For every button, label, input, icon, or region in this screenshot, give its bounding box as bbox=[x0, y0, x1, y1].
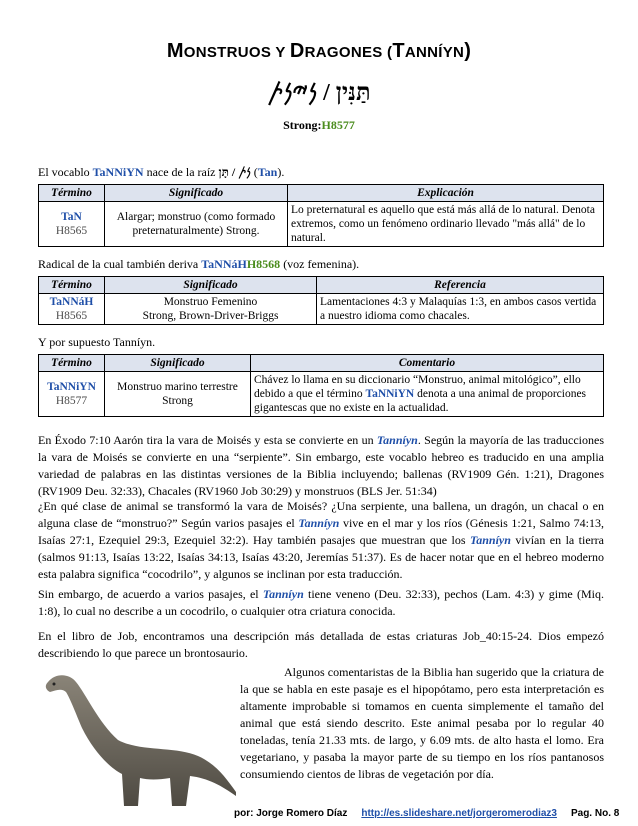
strong-reference: Strong:H8577 bbox=[283, 118, 355, 132]
table-header: Significado bbox=[105, 355, 251, 372]
page-title: MONSTRUOS Y DRAGONES (TANNÍYN) bbox=[166, 40, 472, 62]
paragraph-hipopotamo: Algunos comentaristas de la Biblia han sugerido que la criatura de la que se habla en este pasaje es el hipopótamo, pero esta interpretación es altamente improbable si tomamos en cuenta simplemente el tamaño del animal que está siendo descrito. Este animal pesaba por lo regular 40 toneladas, tenía 21.33 mts. de largo, y 6.09 mts. de alto hasta el lomo. Era vegetariano, y pasaba la mayor parte de su tiempo en los ríos pantanosos consumiendo cientos de libras de vegetación por día. bbox=[240, 665, 604, 781]
page-number: Pag. No. 8 bbox=[570, 808, 620, 819]
table-tan bbox=[38, 184, 604, 247]
table-header: Significado bbox=[105, 277, 317, 294]
footer-link[interactable]: http://es.slideshare.net/jorgeromerodiaz3 bbox=[361, 808, 557, 819]
page-footer bbox=[234, 808, 619, 819]
table-header: Término bbox=[39, 185, 105, 202]
table-row: TaNNiYN H8577 Monstruo marino terrestre Strong Chávez lo llama en su diccionario “Monstruo, animal mitológico”, ello debido a que el término TaNNiYN denota a una animal de proporciones gigantescas que no existe en la actualidad. bbox=[39, 372, 604, 417]
table-header: Referencia bbox=[317, 277, 604, 294]
table-header: Comentario bbox=[251, 355, 604, 372]
radical-text: Radical de la cual también deriva TaNNáHH8568 (voz femenina). bbox=[38, 257, 360, 271]
table-tanniyn bbox=[38, 354, 604, 417]
table-row: TaNNáH H8565 Monstruo Femenino Strong, Brown-Driver-Briggs Lamentaciones 4:3 y Malaquías 1:3, en ambos casos vertida a nuestro idioma como chacales. bbox=[39, 294, 604, 325]
table-header: Explicación bbox=[288, 185, 604, 202]
paragraph-exodo: En Éxodo 7:10 Aarón tira la vara de Moisés y esta se convierte en un Tanníyn. Según la mayoría de las traducciones la vara de Moisés se convierte en una “serpiente”. Sin embargo, este vocablo hebreo es traducido en una amplia variedad de palabras en las distintas versiones de la Biblia incluyendo; ballenas (RV1909 Gén. 1:21), Dragones (RV1909 Deu. 32:33), Chacales (RV1960 Job 30:29) y monstruos (BLS Jer. 51:34) bbox=[38, 433, 604, 498]
paragraph-question: ¿En qué clase de animal se transformó la vara de Moisés? ¿Una serpiente, una ballena, un dragón, un chacal o en alguna clase de “monstruo?” Según varios pasajes el Tanníyn vive en el mar y los ríos (Génesis 1:21, Salmo 74:13, Isaías 27:1, Ezequiel 29:3, Ezequiel 32:2). Hay también pasajes que muestran que los Tanníyn vivían en la tierra (salmos 91:13, Isaías 13:22, Isaías 34:13, Isaías 43:20, Jeremías 51:37). Es de hacer notar que en el hebreo moderno esta palabra significa “cocodrilo”, y algunos se inclinan por esta traducción. bbox=[38, 499, 604, 581]
paragraph-job: En el libro de Job, encontramos una descripción más detallada de estas criaturas Job_40:15-24. Dios empezó describiendo lo que parece un brontosaurio. bbox=[38, 629, 604, 660]
table-header: Significado bbox=[105, 185, 288, 202]
supuesto-text: Y por supuesto Tanníyn. bbox=[38, 335, 156, 349]
intro-text: El vocablo TaNNiYN nace de la raíz 𐤍𐤕 / תָּן (Tan). bbox=[38, 165, 285, 179]
table-header: Término bbox=[39, 355, 105, 372]
table-row: TaN H8565 Alargar; monstruo (como formado preternaturalmente) Strong. Lo preternatural es aquello que está más allá de lo natural. Denota extremos, como un fenómeno ordinario llevado "más allá" de lo natural. bbox=[39, 202, 604, 247]
table-tannah bbox=[38, 276, 604, 325]
paragraph-veneno: Sin embargo, de acuerdo a varios pasajes, el Tanníyn tiene veneno (Deu. 32:33), pechos (Lam. 4:3) y gime (Miq. 1:8), lo cual no describe a un cocodrilo, o cualquier otra criatura conocida. bbox=[38, 587, 604, 618]
brontosaurus-illustration bbox=[40, 660, 240, 810]
hebrew-word: תַּנִּין / 𐤍𐤉𐤍𐤕 bbox=[267, 80, 371, 106]
footer-author: por: Jorge Romero Díaz bbox=[234, 808, 348, 819]
table-header: Término bbox=[39, 277, 105, 294]
